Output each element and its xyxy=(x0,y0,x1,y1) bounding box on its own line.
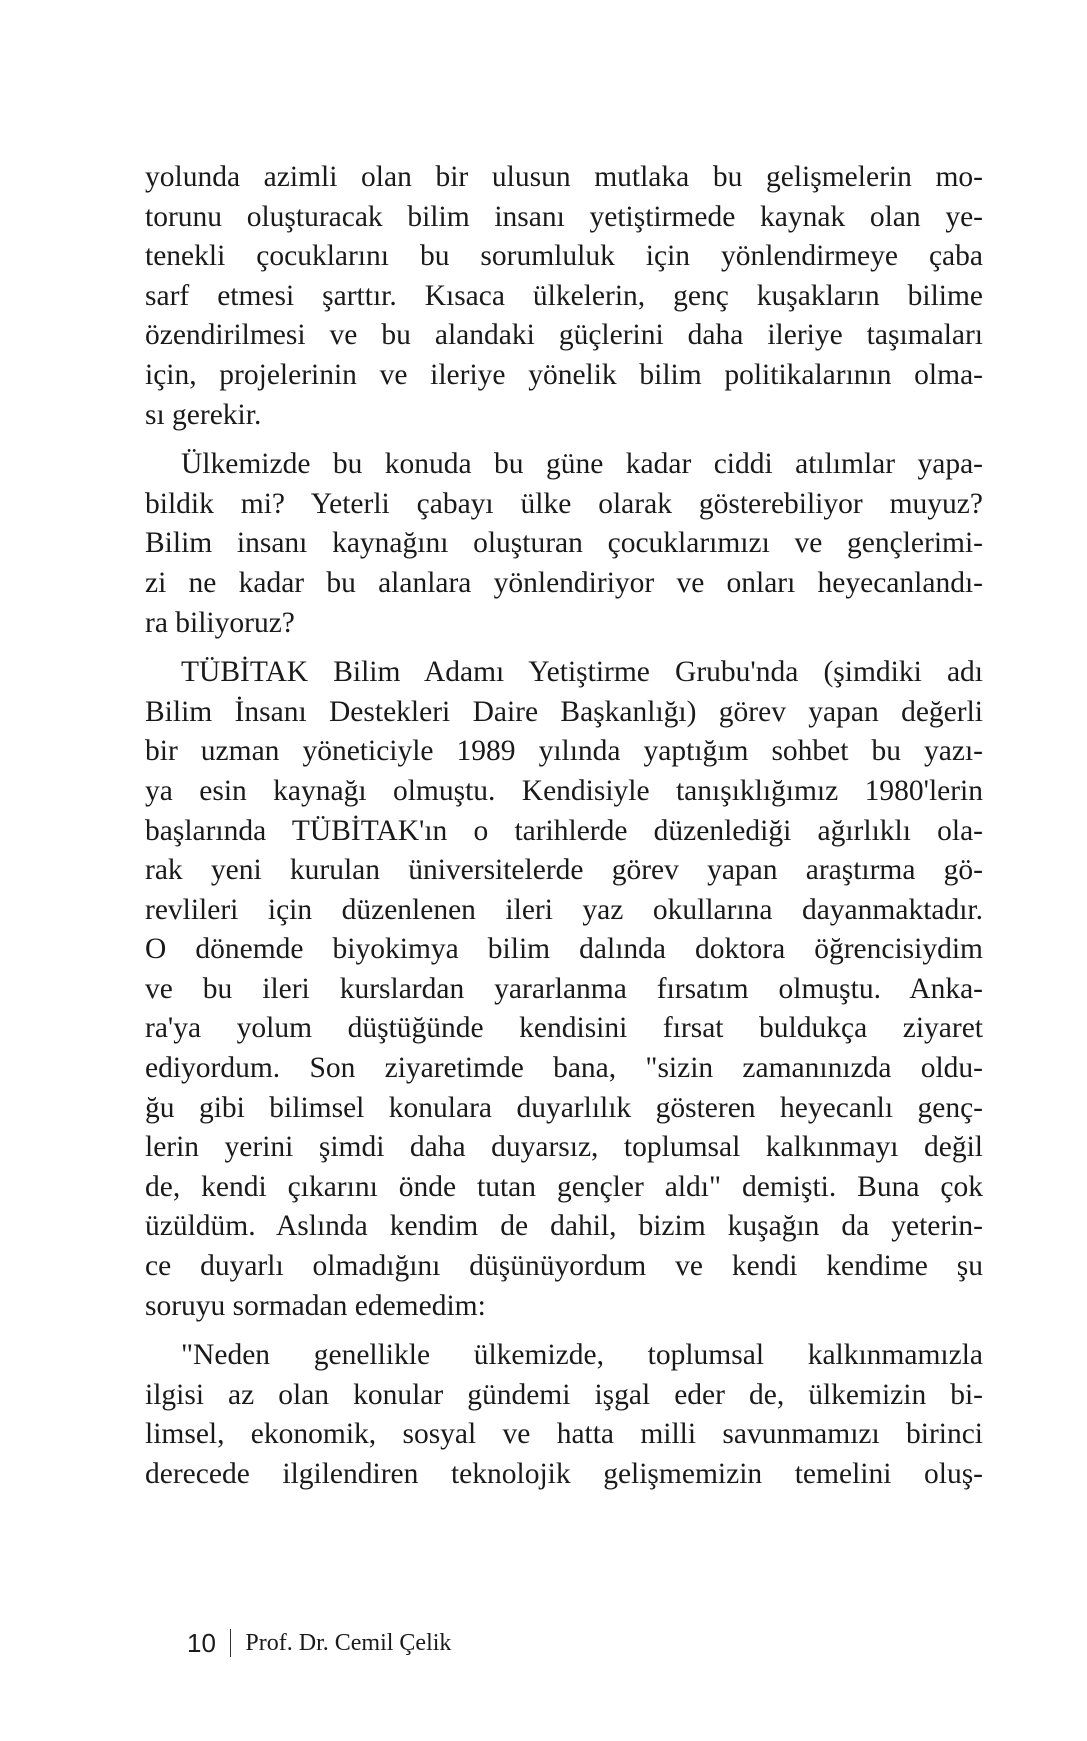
page-footer xyxy=(187,1625,451,1661)
text-line: yolunda azimli olan bir ulusun mutlaka bu gelişmelerin mo- xyxy=(145,161,983,193)
text-line: tenekli çocuklarını bu sorumluluk için yönlendirmeye çaba xyxy=(145,240,983,273)
text-line: limsel, ekonomik, sosyal ve hatta milli savunmamızı birinci xyxy=(145,1418,983,1451)
text-line: rak yeni kurulan üniversitelerde görev yapan araştırma gö- xyxy=(145,854,983,887)
text-line: ve bu ileri kurslardan yararlanma fırsatım olmuştu. Anka- xyxy=(145,972,983,1005)
text-line: ra'ya yolum düştüğünde kendisini fırsat buldukça ziyaret xyxy=(145,1012,983,1045)
text-line: ce duyarlı olmadığını düşünüyordum ve kendi kendime şu xyxy=(145,1250,983,1283)
body-text xyxy=(145,158,983,1495)
text-line: Bilim insanı kaynağını oluşturan çocuklarımızı ve gençlerimi- xyxy=(145,527,983,560)
paragraph xyxy=(145,445,983,643)
text-line: soruyu sormadan edemedim: xyxy=(145,1289,486,1322)
text-line: ğu gibi bilimsel konulara duyarlılık gösteren heyecanlı genç- xyxy=(145,1091,983,1124)
text-line: bildik mi? Yeterli çabayı ülke olarak gösterebiliyor muyuz? xyxy=(145,487,983,520)
text-line: Ülkemizde bu konuda bu güne kadar ciddi atılımlar yapa- xyxy=(181,448,983,481)
text-line: TÜBİTAK Bilim Adamı Yetiştirme Grubu'nda (şimdiki adı xyxy=(181,656,983,689)
text-line: lerin yerini şimdi daha duyarsız, toplumsal kalkınmayı değil xyxy=(145,1131,983,1164)
text-line: zi ne kadar bu alanlara yönlendiriyor ve onları heyecanlandı- xyxy=(145,566,983,599)
text-line: de, kendi çıkarını önde tutan gençler aldı" demişti. Buna çok xyxy=(145,1170,983,1203)
text-line: ediyordum. Son ziyaretimde bana, "sizin zamanınızda oldu- xyxy=(145,1052,983,1085)
paragraph xyxy=(145,653,983,1326)
text-line: derecede ilgilendiren teknolojik gelişmemizin temelini oluş- xyxy=(145,1458,983,1490)
text-line: başlarında TÜBİTAK'ın o tarihlerde düzenlediği ağırlıklı ola- xyxy=(145,814,983,847)
text-line: revlileri için düzenlenen ileri yaz okullarına dayanmaktadır. xyxy=(145,893,983,926)
text-line: sı gerekir. xyxy=(145,398,262,431)
paragraph xyxy=(145,158,983,435)
text-line: sarf etmesi şarttır. Kısaca ülkelerin, genç kuşakların bilime xyxy=(145,279,983,312)
paragraph xyxy=(145,1336,983,1494)
text-line: "Neden genellikle ülkemizde, toplumsal kalkınmamızla xyxy=(181,1339,983,1372)
text-line: için, projelerinin ve ileriye yönelik bilim politikalarının olma- xyxy=(145,358,983,391)
text-line: torunu oluşturacak bilim insanı yetiştirmede kaynak olan ye- xyxy=(145,200,983,233)
text-line: bir uzman yöneticiyle 1989 yılında yaptığım sohbet bu yazı- xyxy=(145,735,983,768)
text-line: üzüldüm. Aslında kendim de dahil, bizim kuşağın da yeterin- xyxy=(145,1210,983,1243)
page-number: 10 xyxy=(187,1627,216,1658)
text-line: ya esin kaynağı olmuştu. Kendisiyle tanışıklığımız 1980'lerin xyxy=(145,774,983,807)
text-line: ilgisi az olan konular gündemi işgal eder de, ülkemizin bi- xyxy=(145,1378,983,1411)
text-line: özendirilmesi ve bu alandaki güçlerini daha ileriye taşımaları xyxy=(145,319,983,352)
text-line: O dönemde biyokimya bilim dalında doktora öğrencisiydim xyxy=(145,933,983,966)
text-line: ra biliyoruz? xyxy=(145,606,295,639)
footer-divider xyxy=(230,1629,232,1657)
text-line: Bilim İnsanı Destekleri Daire Başkanlığı) görev yapan değerli xyxy=(145,695,983,728)
running-author: Prof. Dr. Cemil Çelik xyxy=(245,1629,452,1656)
